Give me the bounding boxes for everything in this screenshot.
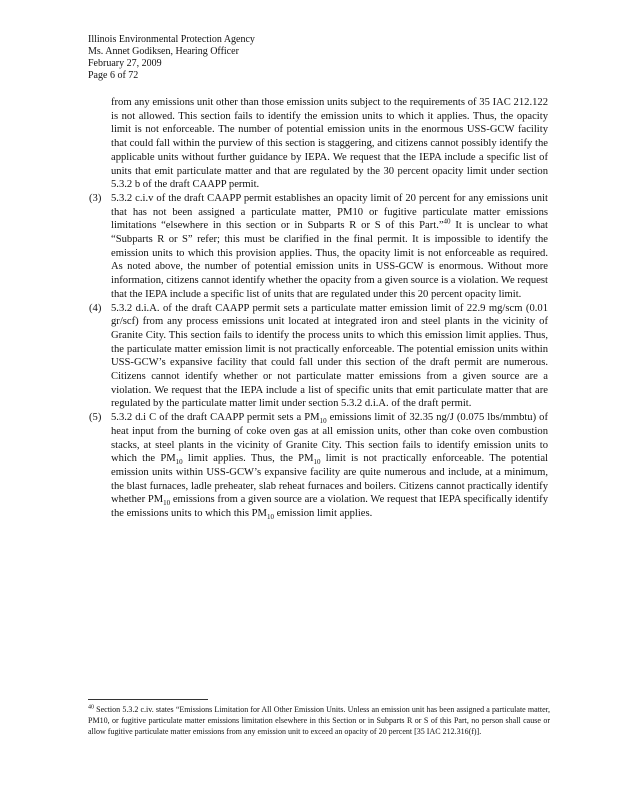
footnote-divider: [88, 699, 208, 700]
item-number: (5): [89, 412, 102, 424]
pm-subscript: 10: [319, 417, 327, 426]
pm-subscript: 10: [313, 458, 321, 467]
comment-item-3: [89, 192, 548, 302]
footnote-marker: 40: [88, 704, 94, 711]
footnote-text: Section 5.3.2 c.iv. states “Emissions Limitation for All Other Emission Units. Unless an emission unit has been assigned a particulate matter, PM10, or fugitive particulate matter emissions limitation elsewhere in this Section or in Subparts R or S of this Part, no person shall cause or allow fugitive particulate matter emissions from any emission unit to exceed an opacity of 20 percent [35 IAC 212.316(f)].: [88, 705, 550, 736]
item-text: emissions from a given source are a violation. We request that IEPA specifically identify the emissions units to which this PM: [111, 494, 548, 520]
item-number: (3): [89, 192, 102, 204]
body-text: [89, 96, 548, 522]
item-text: 5.3.2 c.i.v of the draft CAAPP permit establishes an opacity limit of 20 percent for any emissions unit that has not been assigned a particulate matter, PM10 or fugitive particulate matter emissions limitations “elsewhere in this section or in Subparts R or S of this Part.”: [111, 192, 548, 232]
pm-subscript: 10: [175, 458, 183, 467]
item-text-continued: It is unclear to what “Subparts R or S” refer; this must be clarified in the final permit. It is impossible to identify the emission units to which this provision applies. Thus, the opacity limit is not enforceable as required. As noted above, the number of potential emission units in USS-GCW is enormous. Without more information, citizens cannot identify whether the opacity from a given source is a violation. We request that the IEPA include a specific list of units that are regulated under this 20 percent opacity limit.: [111, 220, 548, 300]
header-date: February 27, 2009: [88, 58, 162, 69]
intro-paragraph: from any emissions unit other than those emission units subject to the requirements of 35 IAC 212.122 is not allowed. This section fails to identify the emission units to which it applies. Thus, the opacity limit is not enforceable. The number of potential emission units in the enormous USS-GCW facility that could fall within the purview of this section is staggering, and citizens cannot possibly identify the applicable units without further guidance by IEPA. We request that the IEPA include a specific list of units that emit particulate matter and that are regulated by the 30 percent opacity limit under section 5.3.2 b of the draft CAAPP permit.: [111, 97, 548, 191]
pm-subscript: 10: [163, 499, 171, 508]
comment-list: [89, 192, 548, 522]
item-text: limit applies. Thus, the PM: [182, 453, 314, 465]
item-text: 5.3.2 d.i.A. of the draft CAAPP permit sets a particulate matter emission limit of 22.9 mg/scm (0.01 gr/scf) from any process emissions unit located at integrated iron and steel plants in the vicinity of Granite City. This section fails to identify the process units to which this emission limit applies. Thus, the particulate matter emission limit is not practically enforceable. The potential emission units within USS-GCW’s expansive facility that could fall under this section of the draft permit are numerous. Citizens cannot identify whether or not particulate matter emissions from a given source are a violation. We request that the IEPA include a list of specific units that emit particulate matter that are regulated by the particulate matter limit under section 5.3.2 d.i.A. of the draft permit.: [111, 302, 548, 410]
comment-item-4: [89, 302, 548, 412]
comment-item-5: [89, 411, 548, 522]
item-text: emission limit applies.: [273, 508, 373, 520]
header-recipient: Ms. Annet Godiksen, Hearing Officer: [88, 46, 239, 57]
footnote-40: [88, 704, 550, 737]
item-text: limit is not practically enforceable. The potential emission units within USS-GCW’s expansive facility are quite numerous and include, at a minimum, the blast furnaces, ladle preheater, slab reheat furnaces and boilers. Citizens cannot practically identify whether PM: [111, 453, 548, 506]
item-number: (4): [89, 302, 102, 314]
letter-header: [88, 34, 255, 82]
header-agency: Illinois Environmental Protection Agency: [88, 34, 255, 45]
pm-subscript: 10: [266, 513, 274, 522]
item-text: emissions limit of 32.35 ng/J (0.075 lbs/mmbtu) of heat input from the burning of coke oven gas at all emission units, other than coke oven combustion stacks, at steel plants in the vicinity of Granite City. This section fails to identify emission units to which the PM: [111, 412, 548, 465]
item-text: 5.3.2 d.i C of the draft CAAPP permit sets a PM: [111, 412, 320, 424]
header-page-number: Page 6 of 72: [88, 70, 139, 81]
footnote-reference: 40: [443, 217, 451, 226]
